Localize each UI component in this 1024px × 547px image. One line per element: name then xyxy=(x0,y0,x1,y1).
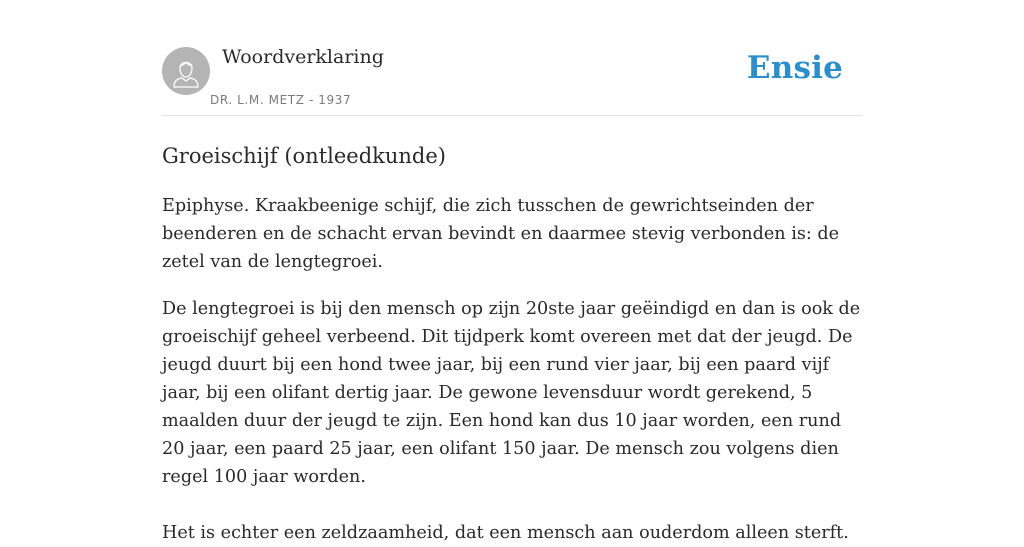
source-author: DR. L.M. METZ - 1937 xyxy=(210,93,352,107)
page xyxy=(162,0,862,547)
brand-logo[interactable]: Ensie xyxy=(746,50,843,86)
entry-header xyxy=(162,47,862,116)
entry-paragraph: Epiphyse. Kraakbeenige schijf, die zich tusschen de gewrichtseinden der beenderen en de schacht ervan bevindt en daarmee stevig verbonden is: de zetel van de lengtegroei. xyxy=(162,196,840,272)
entry-paragraph: De lengtegroei is bij den mensch op zijn 20ste jaar geëindigd en dan is ook de groeischijf geheel verbeend. Dit tijdperk komt overeen met dat der jeugd. De jeugd duurt bij een hond twee jaar, bij een rund vier jaar, bij een paard vijf jaar, bij een olifant dertig jaar. De gewone levensduur wordt gerekend, 5 maalden duur der jeugd te zijn. Een hond kan dus 10 jaar worden, een rund 20 jaar, een paard 25 jaar, een olifant 150 jaar. De mensch zou volgens dien regel 100 jaar worden. xyxy=(162,299,861,487)
source-name[interactable]: Woordverklaring xyxy=(222,46,384,68)
source-avatar[interactable] xyxy=(162,47,210,95)
entry-title: Groeischijf (ontleedkunde) xyxy=(162,144,446,168)
entry-body xyxy=(162,192,862,547)
entry-paragraph: Het is echter een zeldzaamheid, dat een mensch aan ouderdom alleen sterft. xyxy=(162,523,849,543)
user-silhouette-icon xyxy=(162,47,210,95)
